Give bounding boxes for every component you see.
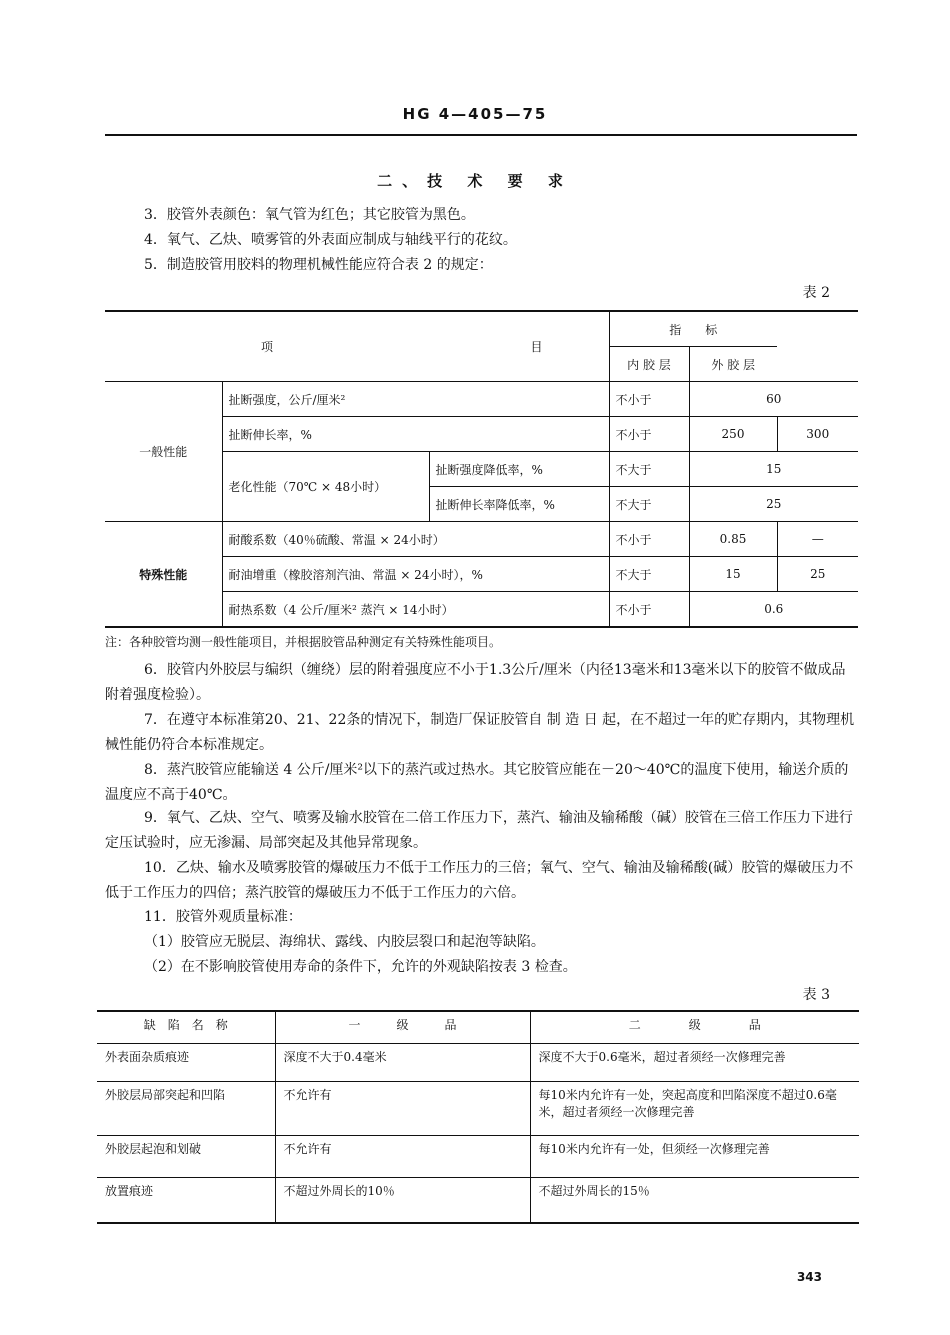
- table2: [105, 310, 858, 628]
- table2-acid-name: 耐酸系数（40％硫酸、常温 × 24小时）: [222, 522, 609, 557]
- table2-label: 表 2: [802, 285, 830, 301]
- item-4: 4．氧气、乙炔、喷雾管的外表面应制成与轴线平行的花纹。: [144, 232, 517, 248]
- table3-r0-defect: 外表面杂质痕迹: [97, 1043, 275, 1081]
- table2-elong-cond: 不小于: [609, 417, 689, 452]
- table2-aging-value2: 25: [689, 487, 858, 522]
- table2-special-group: 特殊性能: [105, 522, 222, 628]
- table2-oil-cond: 不大于: [609, 557, 689, 592]
- table2-acid-outer: —: [777, 522, 858, 557]
- table3-head-grade1: 一 级 品: [275, 1011, 530, 1043]
- table3-r2-grade1: 不允许有: [275, 1135, 530, 1177]
- table2-heat-value: 0.6: [689, 592, 858, 628]
- page-number: 343: [796, 1270, 822, 1284]
- table3-r3-grade1: 不超过外周长的10％: [275, 1177, 530, 1223]
- table2-acid-inner: 0.85: [689, 522, 777, 557]
- table2-head-mid: 目: [530, 340, 543, 354]
- table2-elong-outer: 300: [777, 417, 858, 452]
- section-title: 二、技 术 要 求: [377, 172, 573, 190]
- table2-head-outer: 外 胶 层: [689, 347, 777, 382]
- table3-label: 表 3: [802, 987, 830, 1003]
- table2-head-index: 指 标: [609, 311, 777, 347]
- para-7: 7．在遵守本标准第20、21、22条的情况下，制造厂保证胶管自 制 造 日 起，在不超过一年的贮存期内，其物理机械性能仍符合本标准规定。: [105, 712, 855, 753]
- item-3: 3．胶管外表颜色：氧气管为红色；其它胶管为黑色。: [144, 207, 475, 223]
- table3-r2-defect: 外胶层起泡和划破: [97, 1135, 275, 1177]
- para-10: 10．乙炔、输水及喷雾胶管的爆破压力不低于工作压力的三倍；氧气、空气、输油及输稀酸(碱）胶管的爆破压力不低于工作压力的四倍；蒸汽胶管的爆破压力不低于工作压力的六倍。: [105, 860, 854, 901]
- table-row: [97, 1177, 859, 1223]
- table2-tensile-value: 60: [689, 382, 858, 417]
- table-row: [97, 1081, 859, 1135]
- para-8: 8．蒸汽胶管应能输送 4 公斤/厘米²以下的蒸汽或过热水。其它胶管应能在－20～40℃的温度下使用，输送介质的温度应不高于40℃。: [105, 762, 849, 803]
- table2-aging-sub2: 扯断伸长率降低率，%: [429, 487, 609, 522]
- table2-head-inner: 内 胶 层: [609, 347, 689, 382]
- item-5: 5．制造胶管用胶料的物理机械性能应符合表 2 的规定：: [144, 257, 493, 273]
- table2-heat-name: 耐热系数（4 公斤/厘米² 蒸汽 × 14小时）: [222, 592, 609, 628]
- table2-aging-cond2: 不大于: [609, 487, 689, 522]
- table2-heat-cond: 不小于: [609, 592, 689, 628]
- table3-r2-grade2: 每10米内允许有一处，但须经一次修理完善: [530, 1135, 859, 1177]
- table2-aging-cond1: 不大于: [609, 452, 689, 487]
- table3-r3-grade2: 不超过外周长的15％: [530, 1177, 859, 1223]
- table2-elong-name: 扯断伸长率，%: [222, 417, 609, 452]
- table2-aging-name: 老化性能（70℃ × 48小时）: [222, 452, 429, 522]
- para-6: 6．胶管内外胶层与编织（缠绕）层的附着强度应不小于1.3公斤/厘米（内径13毫米和13毫米以下的胶管不做成品附着强度检验）。: [105, 662, 846, 703]
- page-header-code: HG 4—405—75: [402, 105, 548, 123]
- header-rule: [105, 134, 857, 136]
- table-row: [97, 1043, 859, 1081]
- table3-head-defect: 缺 陷 名 称: [97, 1011, 275, 1043]
- table3: [97, 1010, 859, 1224]
- para-11-1: （1）胶管应无脱层、海绵状、露线、内胶层裂口和起泡等缺陷。: [144, 934, 545, 950]
- table3-r1-defect: 外胶层局部突起和凹陷: [97, 1081, 275, 1135]
- para-11-2: （2）在不影响胶管使用寿命的条件下，允许的外观缺陷按表 3 检查。: [144, 959, 577, 975]
- table2-note: 注：各种胶管均测一般性能项目，并根据胶管品种测定有关特殊性能项目。: [105, 635, 502, 649]
- table2-oil-inner: 15: [689, 557, 777, 592]
- para-9: 9．氧气、乙炔、空气、喷雾及输水胶管在二倍工作压力下，蒸汽、输油及输稀酸（碱）胶管在三倍工作压力下进行定压试验时，应无渗漏、局部突起及其他异常现象。: [105, 810, 853, 851]
- table2-oil-outer: 25: [777, 557, 858, 592]
- table2-acid-cond: 不小于: [609, 522, 689, 557]
- table-row: [97, 1135, 859, 1177]
- table3-r3-defect: 放置痕迹: [97, 1177, 275, 1223]
- table2-aging-value1: 15: [689, 452, 858, 487]
- table2-oil-name: 耐油增重（橡胶溶剂汽油、常温 × 24小时），%: [222, 557, 609, 592]
- para-11: 11．胶管外观质量标准：: [144, 909, 302, 925]
- table2-aging-sub1: 扯断强度降低率，%: [429, 452, 609, 487]
- table3-r0-grade1: 深度不大于0.4毫米: [275, 1043, 530, 1081]
- table2-elong-inner: 250: [689, 417, 777, 452]
- table2-tensile-cond: 不小于: [609, 382, 689, 417]
- table3-r1-grade1: 不允许有: [275, 1081, 530, 1135]
- table2-general-group: 一般性能: [105, 382, 222, 522]
- table2-tensile-name: 扯断强度，公斤/厘米²: [222, 382, 609, 417]
- table2-head-item: 项: [261, 340, 274, 354]
- table3-r1-grade2: 每10米内允许有一处，突起高度和凹陷深度不超过0.6毫米，超过者须经一次修理完善: [530, 1081, 859, 1135]
- table3-r0-grade2: 深度不大于0.6毫米，超过者须经一次修理完善: [530, 1043, 859, 1081]
- table3-head-grade2: 二 级 品: [530, 1011, 859, 1043]
